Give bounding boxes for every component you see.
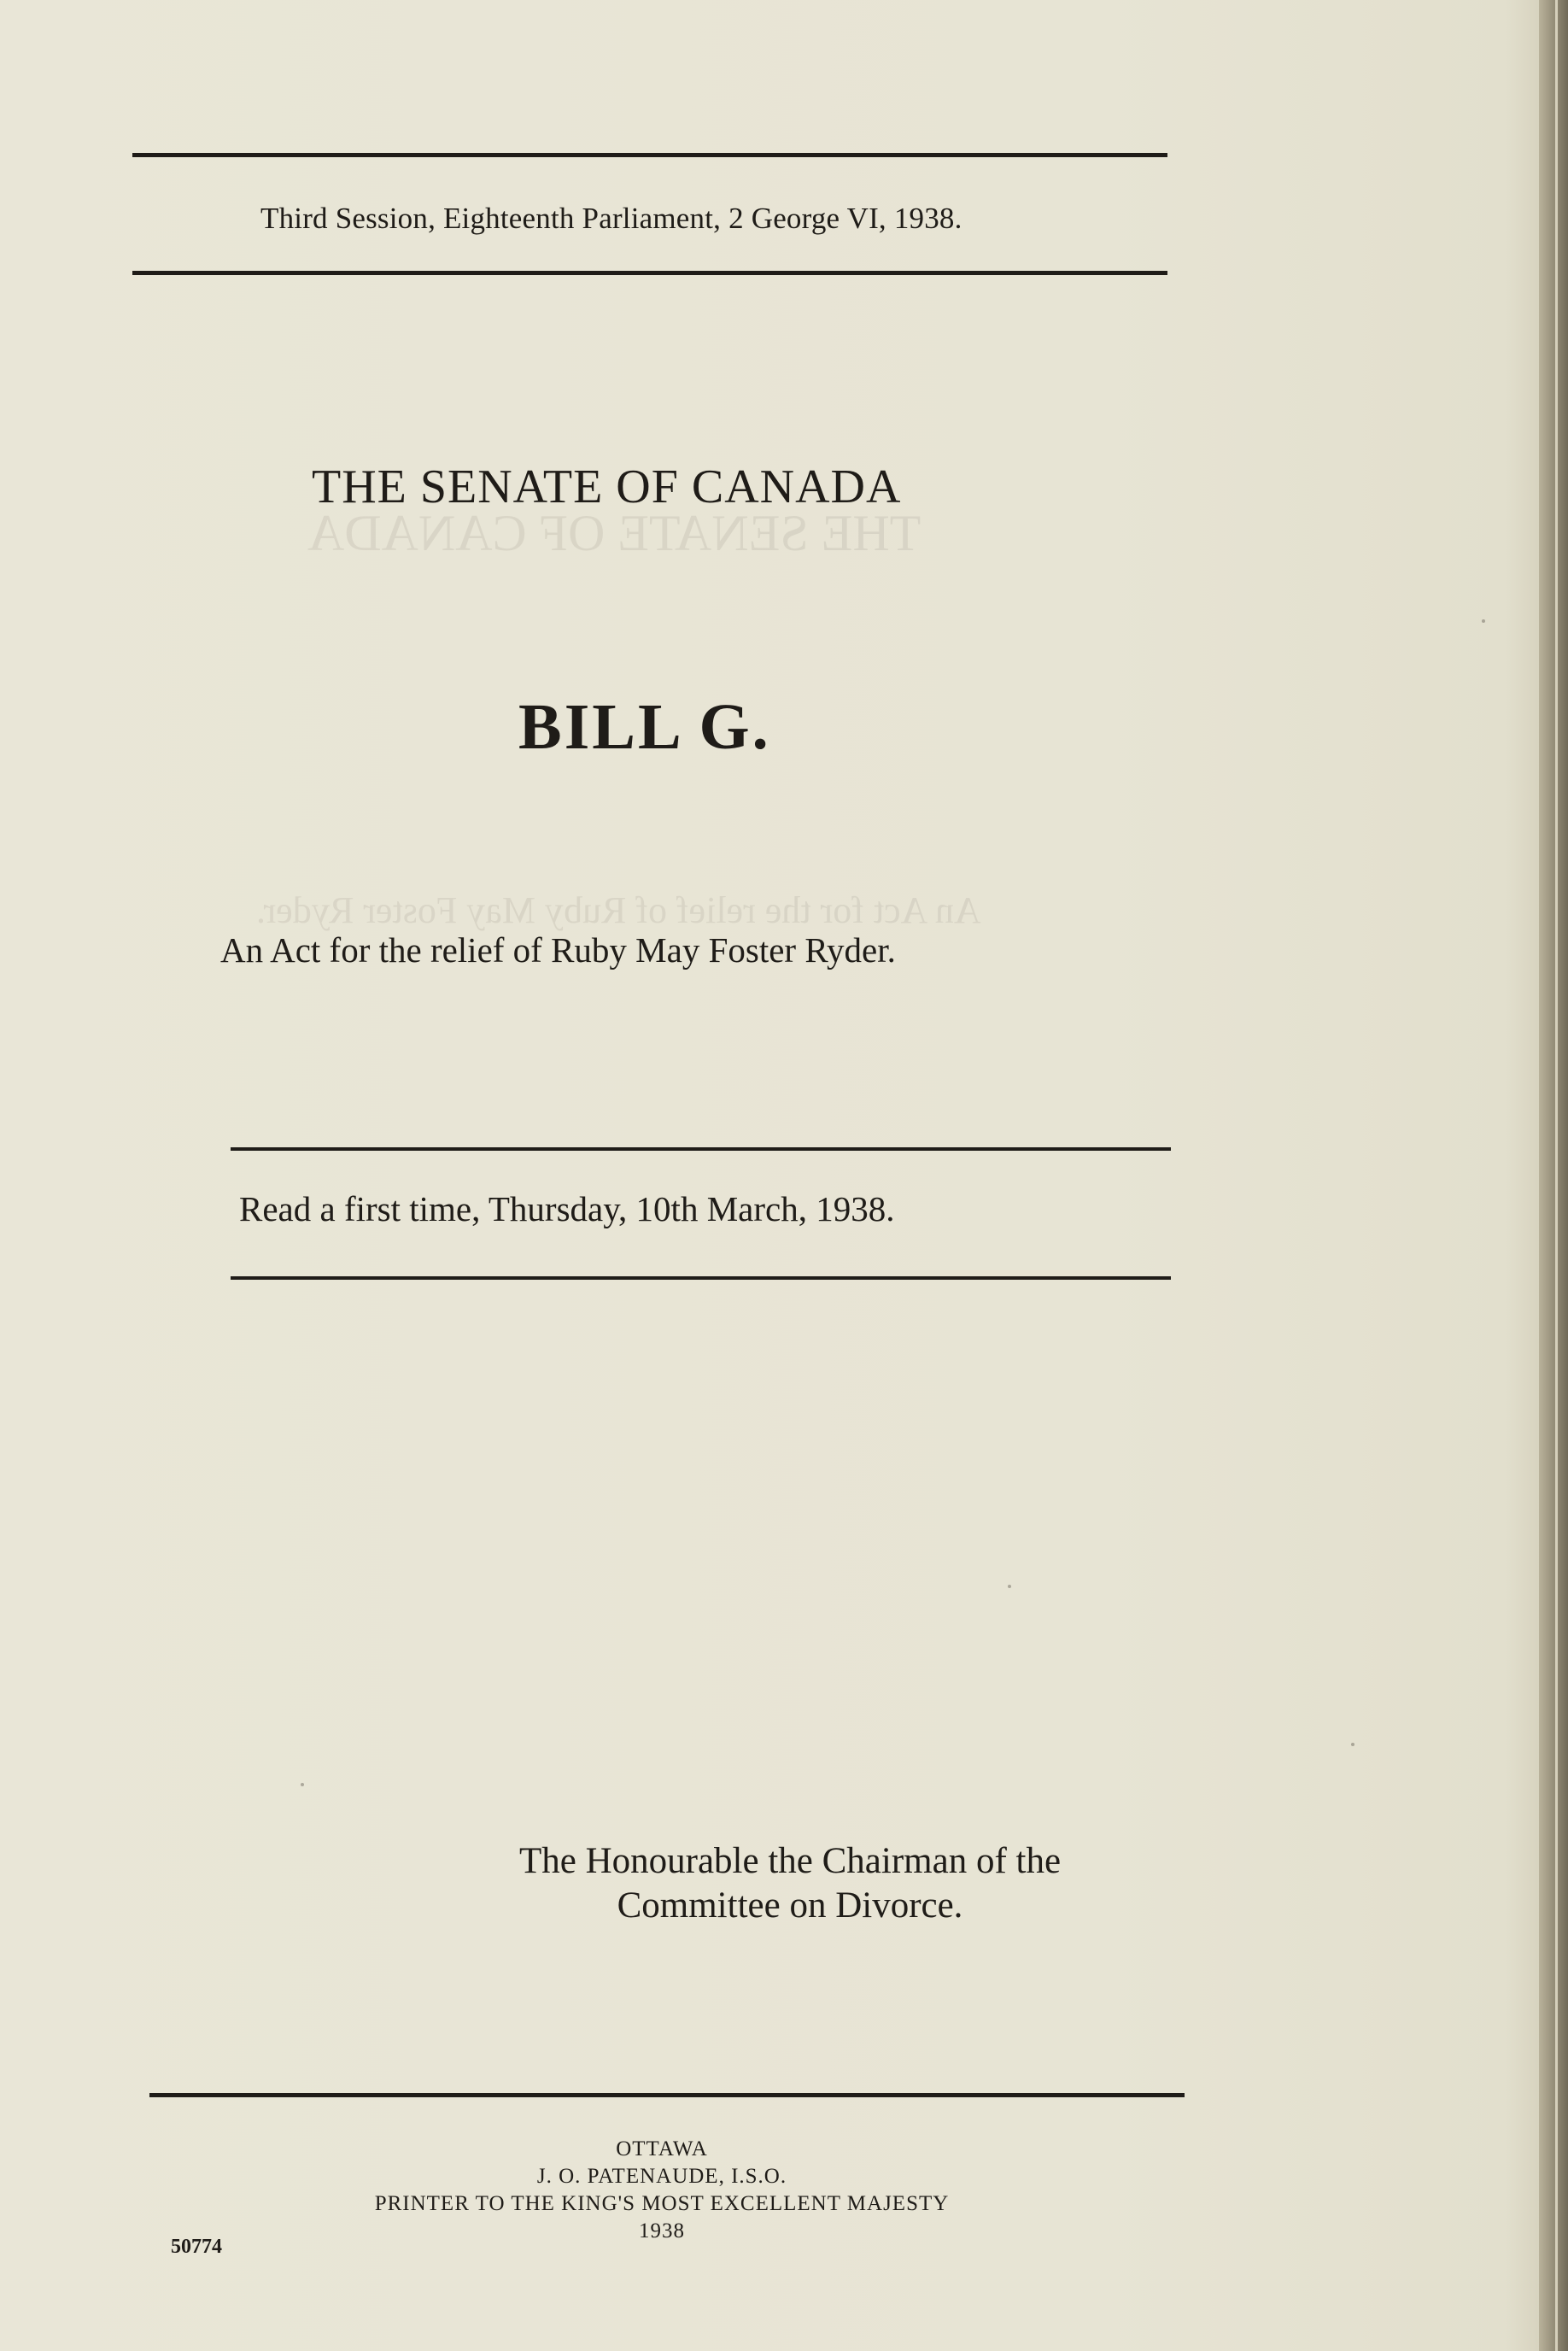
sponsor-line-1: The Honourable the Chairman of the xyxy=(519,1841,1062,1881)
imprint-year: 1938 xyxy=(639,2219,685,2243)
imprint-city: OTTAWA xyxy=(616,2137,708,2160)
imprint-title: PRINTER TO THE KING'S MOST EXCELLENT MAJESTY xyxy=(374,2192,950,2215)
session-header: Third Session, Eighteenth Parliament, 2 George VI, 1938. xyxy=(260,202,962,235)
document-number: 50774 xyxy=(171,2236,222,2258)
printer-imprint xyxy=(290,2136,1033,2245)
reading-bottom-rule xyxy=(231,1276,1171,1280)
sponsor-note xyxy=(519,1839,1061,1928)
header-top-rule xyxy=(132,153,1167,157)
act-title: An Act for the relief of Ruby May Foster Ryder. xyxy=(220,930,896,970)
paper-speck xyxy=(301,1783,304,1786)
paper-speck xyxy=(1351,1743,1354,1746)
bleed-through-text: THE SENATE OF CANADA xyxy=(307,505,921,561)
header-bottom-rule xyxy=(132,271,1167,275)
sponsor-line-2: Committee on Divorce. xyxy=(617,1885,963,1926)
imprint-rule xyxy=(149,2093,1185,2097)
reading-note: Read a first time, Thursday, 10th March, 1938. xyxy=(239,1189,895,1228)
bleed-through-text: An Act for the relief of Ruby May Foster Ryder. xyxy=(256,889,981,931)
imprint-printer: J. O. PATENAUDE, I.S.O. xyxy=(536,2165,787,2188)
page-spine-edge xyxy=(1539,0,1568,2351)
paper-speck xyxy=(1482,619,1485,623)
page-spine-line xyxy=(1555,0,1558,2351)
house-title: THE SENATE OF CANADA xyxy=(312,460,902,513)
bill-title: BILL G. xyxy=(518,691,771,763)
paper-speck xyxy=(1008,1585,1011,1588)
reading-top-rule xyxy=(231,1147,1171,1151)
